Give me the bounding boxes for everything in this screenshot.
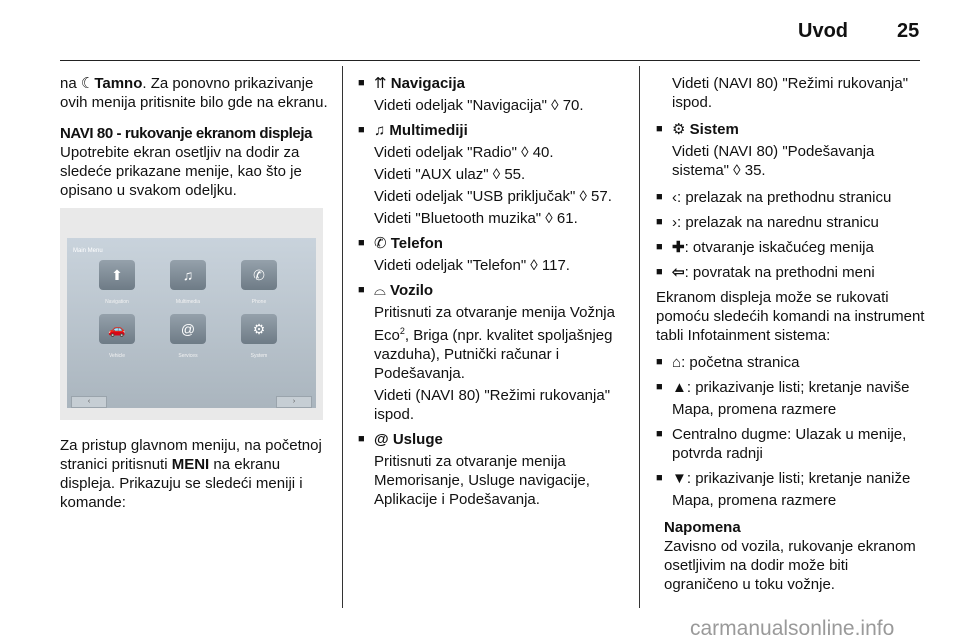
navigation-icon: ⬆ — [99, 260, 135, 290]
bullet-icon: ■ — [656, 191, 663, 203]
paragraph: Za pristup glavnom meniju, na početnoj stranici pritisnuti MENI na ekranu displeja. Prikazuju se sledeći meniji i komande: — [60, 437, 322, 511]
column-right: Videti (NAVI 80) "Režimi rukovanja" ispod. ■ ⚙ Sistem Videti (NAVI 80) "Podešavanja sistema" ◊ 35. ■ ‹: prelazak na prethodnu stranicu ■ ›: prelazak na narednu stranicu ■ ✚: otvaranje iskačućeg menija ■ ⇦: povratak na prethodni meni Ekranom displeja može se rukovati pomoću sledećih komandi na instrument tabli Infotainment sistema: ■ ⌂: početna stranica ■ ▲: prikazivanje listi; kretanje naviše Mapa, promena razmere ■ Centralno dugme: Ulazak u menije, potvrda radnji ■ ▼: prikazivanje listi; kretanje naniže Mapa, promena razmere Napomena Zavisno od vozila, rukovanje ekranom osetljivim na dodir može biti ograničeno u toku vožnje. — [656, 75, 925, 593]
bullet-icon: ■ — [656, 356, 663, 368]
section-title: Uvod — [798, 20, 848, 42]
header-divider — [60, 60, 920, 61]
system-icon: ⚙ — [241, 314, 277, 344]
tile-label: System — [250, 353, 268, 359]
bullet-icon: ■ — [358, 237, 365, 249]
screen-title: Main Menu — [73, 248, 103, 254]
moon-icon: ☾ — [80, 75, 95, 92]
back-arrow-icon: ‹ — [71, 396, 107, 408]
chevron-left-icon: ‹ — [672, 189, 677, 206]
bullet-icon: ■ — [656, 216, 663, 228]
list-item: ■ ⇦: povratak na prethodni meni — [656, 264, 875, 281]
note-text: Zavisno od vozila, rukovanje ekranom osetljivim na dodir može biti ograničeno u toku vožnje. — [664, 538, 916, 593]
main-menu-screen — [67, 238, 316, 408]
list-item: ■ ⌓ Vozilo — [358, 282, 434, 299]
bullet-icon: ■ — [656, 428, 663, 440]
section-heading: NAVI 80 - rukovanje ekranom displeja — [60, 125, 313, 142]
note-title: Napomena — [664, 519, 741, 536]
tile-label: Multimedia — [175, 299, 201, 305]
plus-icon: ✚ — [672, 239, 685, 256]
note-box — [656, 518, 926, 594]
list-item: ■ Centralno dugme: Ulazak u menije, potvrda radnji — [656, 426, 907, 462]
services-icon: @ — [170, 314, 206, 344]
list-item: ■ ♫ Multimediji — [358, 122, 468, 139]
music-icon: ♫ — [374, 122, 386, 139]
paragraph: Ekranom displeja može se rukovati pomoću sledećih komandi na instrument tabli Infotainment sistema: — [656, 289, 925, 344]
at-icon: @ — [374, 431, 389, 448]
list-item: ■ ✚: otvaranje iskačućeg menija — [656, 239, 874, 256]
list-item: ■ ▼: prikazivanje listi; kretanje naniže — [656, 470, 911, 487]
list-item: ■ ⌂: početna stranica — [656, 354, 800, 371]
bullet-icon: ■ — [358, 284, 365, 296]
column-divider — [639, 66, 640, 608]
bullet-icon: ■ — [656, 241, 663, 253]
back-arrow-icon: ⇦ — [672, 264, 685, 281]
list-item: ■ ›: prelazak na narednu stranicu — [656, 214, 879, 231]
bullet-icon: ■ — [656, 266, 663, 278]
vehicle-icon: 🚗 — [99, 314, 135, 344]
bullet-icon: ■ — [358, 124, 365, 136]
home-icon: ⌂ — [672, 354, 682, 371]
tile-label: Navigation — [105, 299, 129, 305]
bullet-icon: ■ — [656, 381, 663, 393]
chevron-right-icon: › — [672, 214, 677, 231]
intro-paragraph: na ☾Tamno. Za ponovno prikazivanje ovih menija pritisnite bilo gde na ekranu. — [60, 75, 328, 111]
arrow-down-icon: ▼ — [672, 470, 687, 487]
page-header — [0, 0, 960, 62]
tile-label: Services — [178, 353, 198, 359]
phone-icon: ✆ — [241, 260, 277, 290]
bullet-icon: ■ — [358, 433, 365, 445]
column-middle: ■ ⇈ Navigacija Videti odeljak "Navigacija" ◊ 70. ■ ♫ Multimediji Videti odeljak "Radio" ◊ 40. Videti "AUX ulaz" ◊ 55. Videti odeljak "USB priključak" ◊ 57. Videti "Bluetooth muzika" ◊ 61. ■ ✆ Telefon Videti odeljak "Telefon" ◊ 117. ■ ⌓ Vozilo Pritisnuti za otvaranje menija Vožnja Eco$^2$, Briga (npr. kvalitet spoljašnjeg vazduha), Putnički računar i Podešavanja. Videti (NAVI 80) "Režimi rukovanja" ispod. ■ @ Usluge Pritisnuti za otvaranje menija Memorisanje, Usluge navigacije, Aplikacije i Podešavanja. — [358, 74, 630, 512]
list-item: ■ ⇈ Navigacija — [358, 75, 465, 92]
list-item: ■ ▲: prikazivanje listi; kretanje naviše — [656, 379, 910, 396]
tile-label: Phone — [251, 299, 267, 305]
multimedia-icon: ♫ — [170, 260, 206, 290]
phone-icon: ✆ — [374, 235, 387, 252]
navigation-icon: ⇈ — [374, 75, 387, 92]
car-icon: ⌓ — [374, 282, 386, 299]
gear-icon: ⚙ — [672, 121, 686, 138]
watermark: carmanualsonline.info — [690, 617, 895, 640]
forward-arrow-icon: › — [276, 396, 312, 408]
arrow-up-icon: ▲ — [672, 379, 687, 396]
tile-label: Vehicle — [108, 353, 126, 359]
list-item: ■ ⚙ Sistem — [656, 121, 739, 138]
bullet-icon: ■ — [656, 472, 663, 484]
column-divider — [342, 66, 343, 608]
list-item: ■ ✆ Telefon — [358, 235, 443, 252]
paragraph: Upotrebite ekran osetljiv na dodir za sledeće prikazane menije, kao što je opisano u svakom odeljku. — [60, 144, 302, 199]
screen-illustration — [60, 208, 323, 420]
list-item: ■ ‹: prelazak na prethodnu stranicu — [656, 189, 892, 206]
list-item: ■ @ Usluge — [358, 431, 443, 448]
column-left — [60, 74, 328, 524]
bullet-icon: ■ — [358, 77, 365, 89]
bullet-icon: ■ — [656, 123, 663, 135]
page-number: 25 — [897, 20, 920, 42]
